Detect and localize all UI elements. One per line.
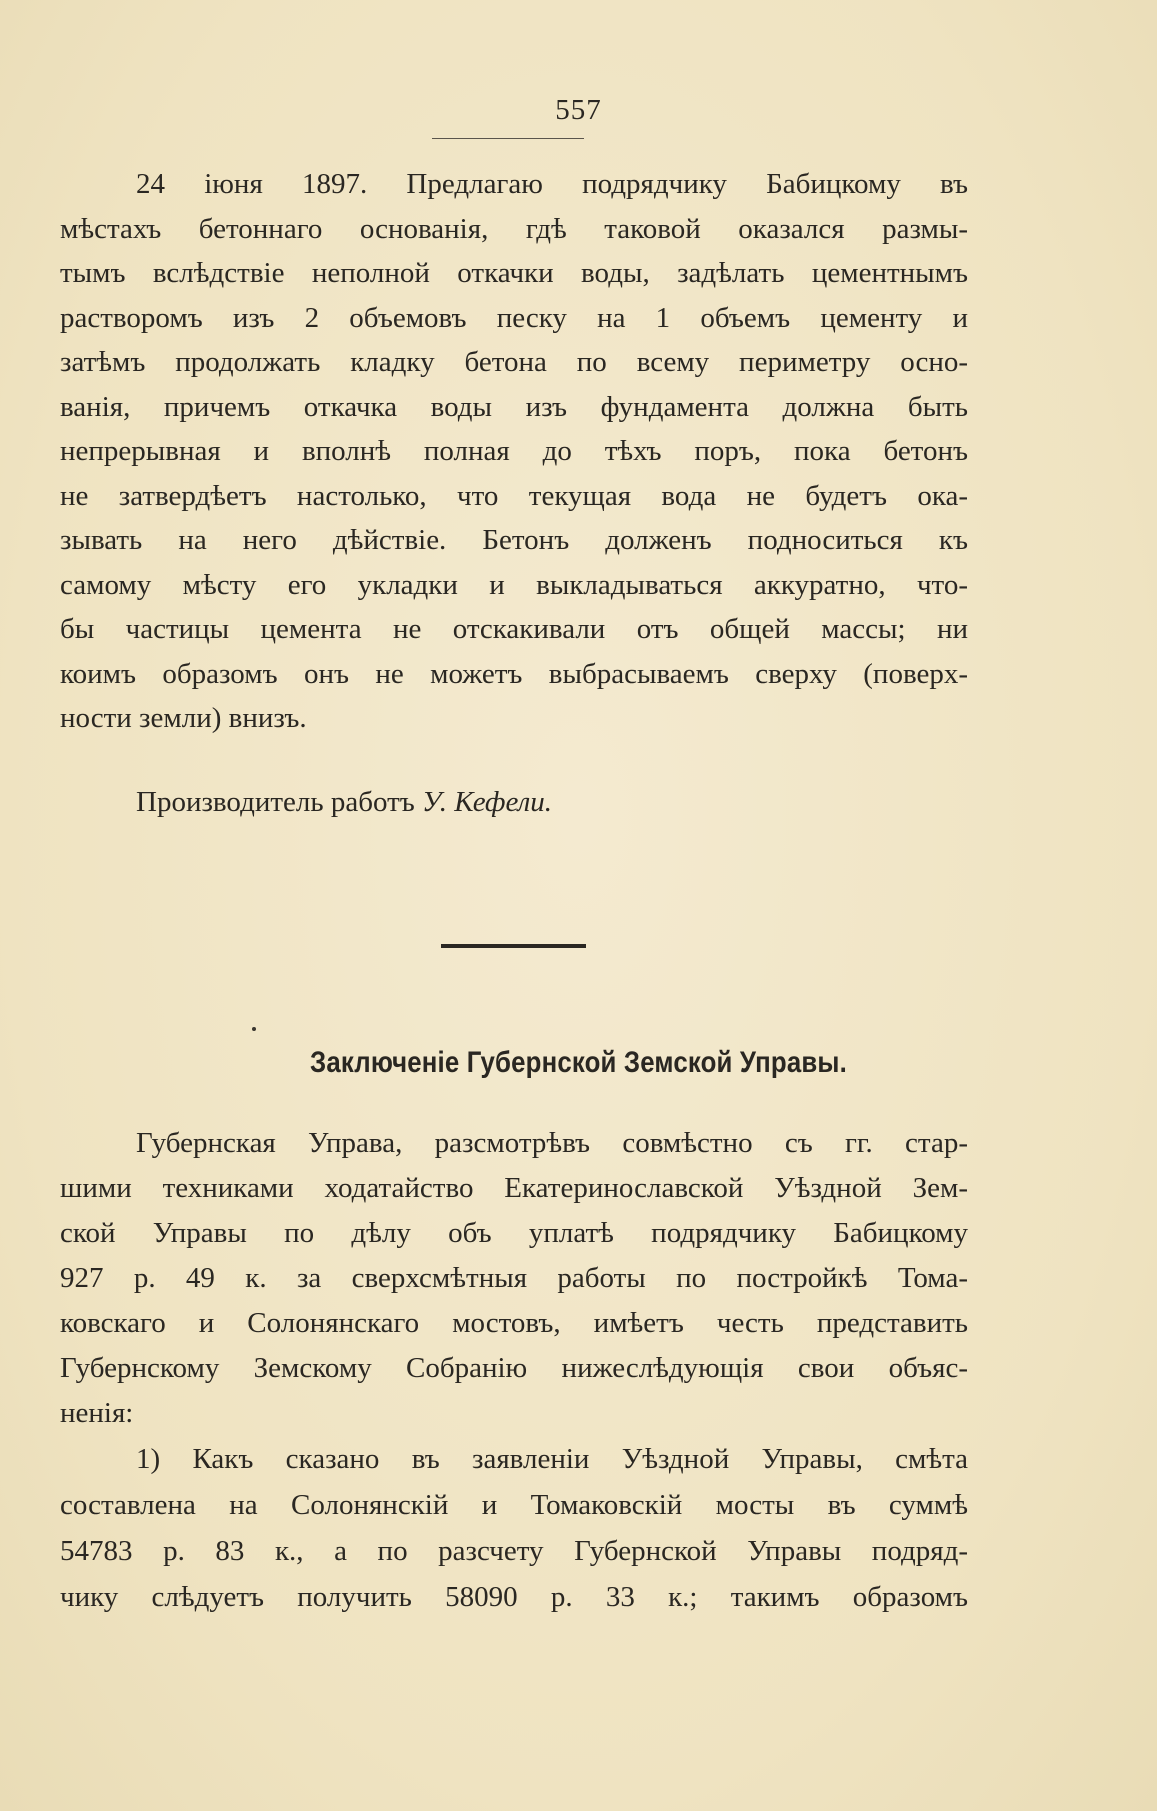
text-line: 1) Какъ сказано въ заявленіи Уѣздной Управы, смѣта bbox=[136, 1443, 968, 1475]
text-line: 927 р. 49 к. за сверхсмѣтныя работы по постройкѣ Тома- bbox=[60, 1262, 968, 1294]
text-line: не затвердѣетъ настолько, что текущая вода не будетъ ока- bbox=[60, 479, 968, 512]
text-line: непрерывная и вполнѣ полная до тѣхъ поръ, пока бетонъ bbox=[60, 435, 968, 467]
text-line: 24 іюня 1897. Предлагаю подрядчику Бабицкому въ bbox=[136, 168, 968, 200]
text-line: ковскаго и Солонянскаго мостовъ, имѣетъ честь представить bbox=[60, 1307, 968, 1339]
text-line: растворомъ изъ 2 объемовъ песку на 1 объемъ цементу и bbox=[60, 301, 968, 334]
text-line: Губернскому Земскому Собранію нижеслѣдующія свои объяс- bbox=[60, 1352, 968, 1384]
text-line: чику слѣдуетъ получить 58090 р. 33 к.; такимъ образомъ bbox=[60, 1581, 968, 1613]
text-line: ненія: bbox=[60, 1397, 134, 1429]
print-speck bbox=[252, 1027, 256, 1031]
text-line: ванія, причемъ откачка воды изъ фундамента должна быть bbox=[60, 390, 968, 423]
text-line: самому мѣсту его укладки и выкладываться аккуратно, что- bbox=[60, 568, 968, 601]
page-number-rule bbox=[432, 138, 584, 139]
text-line: составлена на Солонянскій и Томаковскій мосты въ суммѣ bbox=[60, 1489, 968, 1521]
signature-title: Производитель работъ bbox=[136, 786, 423, 818]
section-heading: Заключеніе Губернской Земской Управы. bbox=[310, 1046, 847, 1079]
text-line: бы частицы цемента не отскакивали отъ общей массы; ни bbox=[60, 613, 968, 645]
text-line: зывать на него дѣйствіе. Бетонъ долженъ подноситься къ bbox=[60, 524, 968, 556]
text-line: шими техниками ходатайство Екатеринославской Уѣздной Зем- bbox=[60, 1172, 968, 1204]
section-divider bbox=[441, 944, 586, 948]
text-line: коимъ образомъ онъ не можетъ выбрасываемъ сверху (поверх- bbox=[60, 657, 968, 690]
text-line: 54783 р. 83 к., а по разсчету Губернской Управы подряд- bbox=[60, 1535, 968, 1567]
text-line: мѣстахъ бетоннаго основанія, гдѣ таковой оказался размы- bbox=[60, 212, 968, 245]
signature-name: У. Кефели. bbox=[422, 786, 553, 818]
signature-line bbox=[136, 786, 552, 819]
text-line: тымъ вслѣдствіе неполной откачки воды, задѣлать цементнымъ bbox=[60, 257, 968, 289]
text-line: затѣмъ продолжать кладку бетона по всему периметру осно- bbox=[60, 346, 968, 378]
text-line: Губернская Управа, разсмотрѣвъ совмѣстно съ гг. стар- bbox=[136, 1127, 968, 1159]
text-line: ности земли) внизъ. bbox=[60, 702, 307, 734]
page-number: 557 bbox=[555, 94, 602, 126]
text-line: ской Управы по дѣлу объ уплатѣ подрядчику Бабицкому bbox=[60, 1217, 968, 1249]
